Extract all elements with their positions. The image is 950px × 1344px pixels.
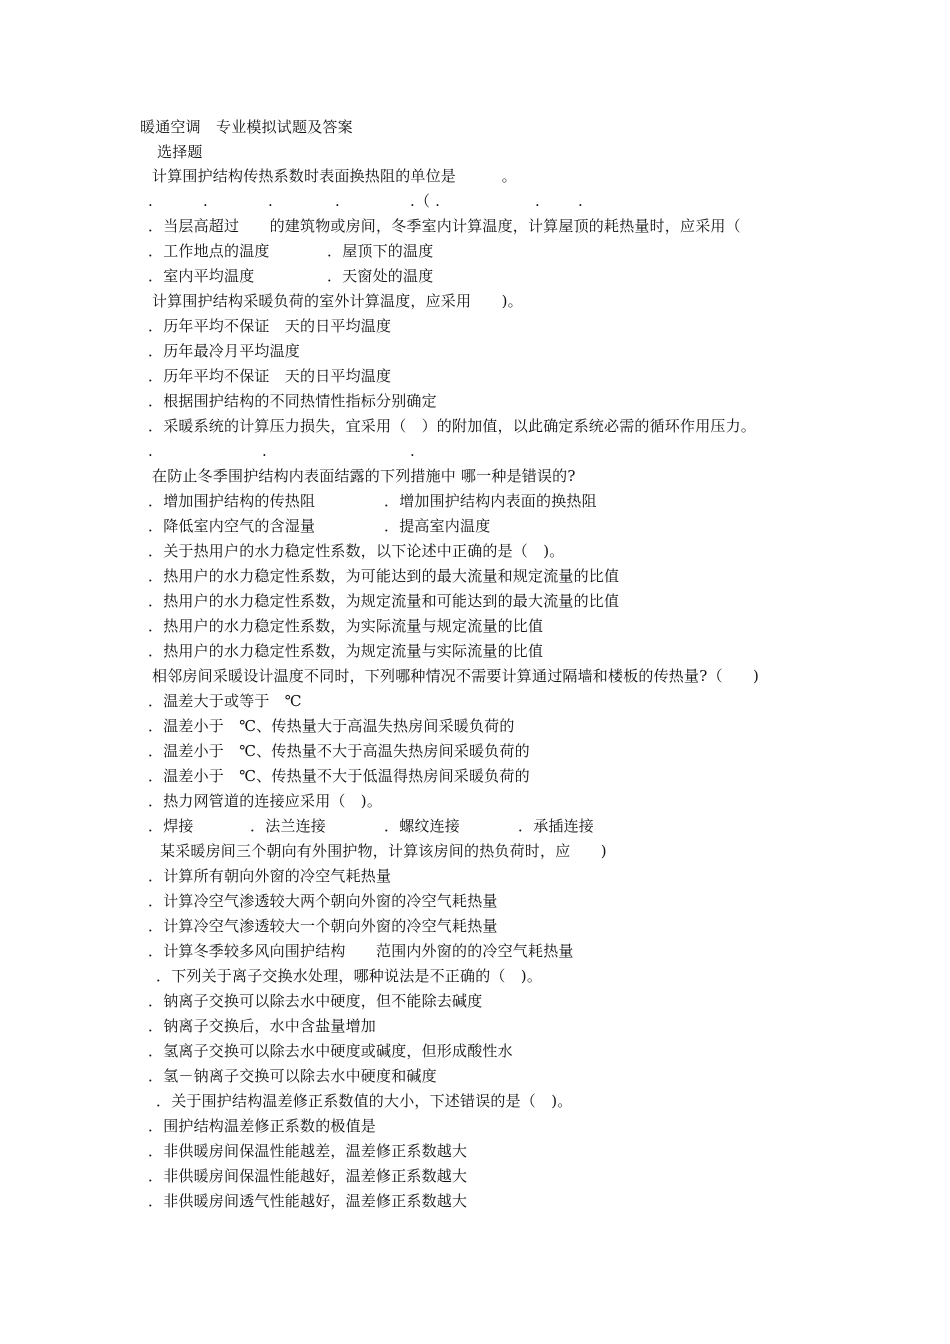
line-segment: ．计算冷空气渗透较大两个朝向外窗的冷空气耗热量 — [148, 892, 498, 910]
line-segment: . — [268, 192, 273, 210]
line-segment: ．关于围护结构温差修正系数值的大小，下述错误的是（ )。 — [156, 1092, 573, 1110]
line-segment: ．氢－钠离子交换可以除去水中硬度和碱度 — [148, 1067, 437, 1085]
line-segment: ．当层高超过 的建筑物或房间，冬季室内计算温度，计算屋顶的耗热量时，应采用（ — [148, 217, 741, 235]
line-segment: ．热用户的水力稳定性系数，为规定流量和可能达到的最大流量的比值 — [148, 592, 620, 610]
section-text: 选择题 — [157, 143, 203, 161]
line-segment: ．氢离子交换可以除去水中硬度或碱度，但形成酸性水 — [148, 1042, 513, 1060]
line-segment: 相邻房间采暖设计温度不同时，下列哪种情况不需要计算通过隔墙和楼板的传热量?（ ) — [152, 667, 760, 685]
line-segment: ．屋顶下的温度 — [327, 242, 434, 260]
line-segment: ．承插连接 — [518, 817, 595, 835]
line-segment: . — [335, 192, 340, 210]
line-segment: ．计算冬季较多风向围护结构 范围内外窗的的冷空气耗热量 — [148, 942, 574, 960]
line-segment: ．螺纹连接 — [384, 817, 461, 835]
line-segment: . — [148, 442, 153, 460]
line-segment: ．历年平均不保证 天的日平均温度 — [148, 367, 392, 385]
line-segment: 某采暖房间三个朝向有外围护物，计算该房间的热负荷时，应 ) — [160, 842, 607, 860]
line-segment: ．温差小于 ℃、传热量不大于高温失热房间采暖负荷的 — [148, 742, 530, 760]
line-segment: . — [578, 192, 583, 210]
line-segment: ．根据围护结构的不同热情性指标分别确定 — [148, 392, 437, 410]
line-segment: ．焊接 — [148, 817, 194, 835]
line-segment: ．温差小于 ℃、传热量大于高温失热房间采暖负荷的 — [148, 717, 515, 735]
line-segment: ．围护结构温差修正系数的极值是 — [148, 1117, 377, 1135]
line-segment: . — [410, 442, 415, 460]
line-segment: ．温差大于或等于 ℃ — [148, 692, 302, 710]
line-segment: ．增加围护结构内表面的换热阻 — [384, 492, 597, 510]
line-segment: ．非供暖房间透气性能越好，温差修正系数越大 — [148, 1192, 468, 1210]
line-segment: ．采暖系统的计算压力损失，宜采用（ ）的附加值，以此确定系统必需的循环作用压力。 — [148, 417, 757, 435]
line-segment: 计算围护结构采暖负荷的室外计算温度，应采用 )。 — [152, 292, 523, 310]
line-segment: ．热用户的水力稳定性系数，为可能达到的最大流量和规定流量的比值 — [148, 567, 620, 585]
line-segment: ．天窗处的温度 — [327, 267, 434, 285]
line-segment: ．室内平均温度 — [148, 267, 255, 285]
section-heading — [0, 140, 203, 164]
line-segment: ．提高室内温度 — [384, 517, 491, 535]
line-segment: . — [203, 192, 208, 210]
line-segment: .（ . — [410, 192, 441, 210]
line-segment: ．温差小于 ℃、传热量不大于低温得热房间采暖负荷的 — [148, 767, 530, 785]
line-segment: . — [148, 192, 153, 210]
line-segment: ．热用户的水力稳定性系数，为实际流量与规定流量的比值 — [148, 617, 544, 635]
line-segment: ．下列关于离子交换水处理，哪种说法是不正确的（ )。 — [156, 967, 543, 985]
line-segment: . — [535, 192, 540, 210]
line-segment: ．增加围护结构的传热阻 — [148, 492, 316, 510]
line-segment: ．非供暖房间保温性能越差，温差修正系数越大 — [148, 1142, 468, 1160]
line-segment: ．计算所有朝向外窗的冷空气耗热量 — [148, 867, 392, 885]
line-segment: ．历年平均不保证 天的日平均温度 — [148, 317, 392, 335]
line-segment: 计算围护结构传热系数时表面换热阻的单位是 。 — [152, 167, 517, 185]
line-segment: ．热用户的水力稳定性系数，为规定流量与实际流量的比值 — [148, 642, 544, 660]
title-text: 暖通空调 专业模拟试题及答案 — [140, 118, 353, 136]
line-segment: ．关于热用户的水力稳定性系数，以下论述中正确的是（ )。 — [148, 542, 565, 560]
line-segment: ．非供暖房间保温性能越好，温差修正系数越大 — [148, 1167, 468, 1185]
line-segment: ．热力网管道的连接应采用（ )。 — [148, 792, 383, 810]
document-title — [0, 115, 353, 139]
line-segment: ．计算冷空气渗透较大一个朝向外窗的冷空气耗热量 — [148, 917, 498, 935]
line-segment: . — [262, 442, 267, 460]
line-segment: ．钠离子交换可以除去水中硬度，但不能除去碱度 — [148, 992, 483, 1010]
line-segment: ．历年最冷月平均温度 — [148, 342, 301, 360]
line-segment: ．工作地点的温度 — [148, 242, 270, 260]
line-segment: ．降低室内空气的含湿量 — [148, 517, 316, 535]
line-segment: 在防止冬季围护结构内表面结露的下列措施中 哪一种是错误的? — [152, 467, 576, 485]
line-segment: ．钠离子交换后，水中含盐量增加 — [148, 1017, 377, 1035]
line-segment: ．法兰连接 — [250, 817, 327, 835]
